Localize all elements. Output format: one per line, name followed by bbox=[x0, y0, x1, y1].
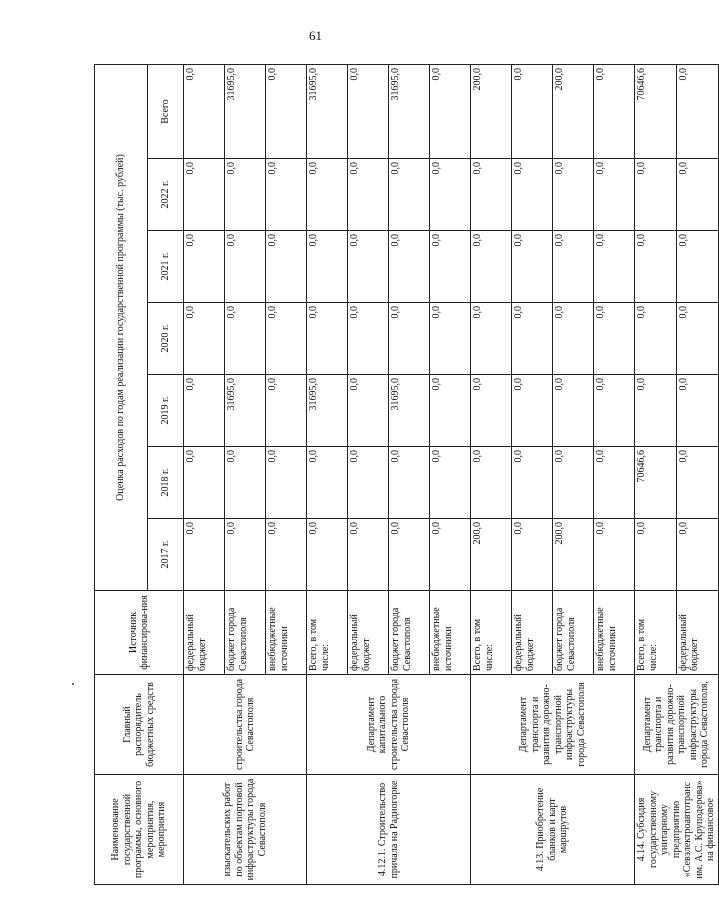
total-value: 0,0 bbox=[676, 64, 718, 158]
budget-administrator: Департамент капитального строительства города Севастополя bbox=[307, 675, 471, 775]
year-value: 0,0 bbox=[184, 159, 225, 231]
measure-name: 4.12.1. Строительство причала на Радиогорке bbox=[307, 775, 471, 885]
header-year: 2018 г. bbox=[148, 447, 184, 519]
year-value: 0,0 bbox=[676, 447, 718, 519]
year-value: 0,0 bbox=[225, 159, 266, 231]
year-value: 0,0 bbox=[225, 303, 266, 375]
total-value: 0,0 bbox=[430, 64, 471, 158]
header-year: 2017 г. bbox=[148, 519, 184, 591]
year-value: 0,0 bbox=[635, 519, 677, 591]
year-value: 0,0 bbox=[512, 375, 553, 447]
funding-source: федеральный бюджет bbox=[348, 591, 389, 675]
year-value: 0,0 bbox=[307, 519, 348, 591]
year-value: 0,0 bbox=[225, 519, 266, 591]
year-value: 0,0 bbox=[307, 159, 348, 231]
year-value: 0,0 bbox=[553, 231, 594, 303]
year-value: 0,0 bbox=[430, 303, 471, 375]
year-value: 0,0 bbox=[184, 231, 225, 303]
year-value: 200,0 bbox=[553, 519, 594, 591]
year-value: 0,0 bbox=[184, 303, 225, 375]
year-value: 0,0 bbox=[266, 159, 307, 231]
year-value: 0,0 bbox=[348, 231, 389, 303]
total-value: 70646,6 bbox=[635, 64, 677, 158]
year-value: 31695,0 bbox=[307, 375, 348, 447]
year-value: 0,0 bbox=[594, 519, 635, 591]
year-value: 0,0 bbox=[266, 303, 307, 375]
year-value: 0,0 bbox=[512, 159, 553, 231]
year-value: 0,0 bbox=[266, 231, 307, 303]
funding-source: федеральный бюджет bbox=[184, 591, 225, 675]
funding-source: внебюджетные источники bbox=[430, 591, 471, 675]
total-value: 200,0 bbox=[553, 64, 594, 158]
table-header bbox=[95, 64, 184, 884]
budget-administrator: строительства города Севастополя bbox=[184, 675, 307, 775]
year-value: 0,0 bbox=[389, 447, 430, 519]
funding-source: Всего, в том числе: bbox=[471, 591, 512, 675]
measure-name: изыскательских работ по объектам портовой инфраструктуры города Севастополя bbox=[184, 775, 307, 885]
funding-source: внебюджетные источники bbox=[594, 591, 635, 675]
funding-source: бюджет города Севастополя bbox=[225, 591, 266, 675]
year-value: 0,0 bbox=[471, 447, 512, 519]
funding-source: внебюджетные источники bbox=[266, 591, 307, 675]
measure-name: 4.13. Приобретение бланков и карт маршрутов bbox=[471, 775, 635, 885]
year-value: 0,0 bbox=[512, 447, 553, 519]
year-value: 0,0 bbox=[471, 159, 512, 231]
total-value: 0,0 bbox=[512, 64, 553, 158]
year-value: 0,0 bbox=[430, 447, 471, 519]
year-value: 0,0 bbox=[676, 159, 718, 231]
table-body bbox=[184, 64, 719, 884]
measure-name: 4.14. Субсидия государственному унитарному предприятию «Севэлектроавтотранс им. А.С. Круподерова» на финансовое bbox=[635, 775, 719, 885]
year-value: 0,0 bbox=[389, 231, 430, 303]
year-value: 0,0 bbox=[266, 375, 307, 447]
year-value: 0,0 bbox=[184, 447, 225, 519]
year-value: 0,0 bbox=[348, 375, 389, 447]
year-value: 0,0 bbox=[348, 519, 389, 591]
year-value: 0,0 bbox=[676, 231, 718, 303]
year-value: 0,0 bbox=[307, 303, 348, 375]
year-value: 0,0 bbox=[512, 231, 553, 303]
total-value: 31695,0 bbox=[307, 64, 348, 158]
page-number: 61 bbox=[309, 28, 322, 43]
header-year: 2021 г. bbox=[148, 231, 184, 303]
funding-source: Всего, в том числе: bbox=[635, 591, 677, 675]
budget-administrator: Департамент транспорта и развития дорожно-транспортной инфраструктуры города Севастополя, bbox=[635, 675, 719, 775]
year-value: 0,0 bbox=[184, 519, 225, 591]
header-estimate: Оценка расходов по годам реализации государственной программы (тыс. рублей) bbox=[95, 64, 148, 590]
year-value: 0,0 bbox=[594, 303, 635, 375]
year-value: 0,0 bbox=[635, 303, 677, 375]
funding-source: бюджет города Севастополя bbox=[389, 591, 430, 675]
year-value: 0,0 bbox=[471, 375, 512, 447]
header-year: 2022 г. bbox=[148, 159, 184, 231]
year-value: 0,0 bbox=[594, 159, 635, 231]
funding-source: бюджет города Севастополя bbox=[553, 591, 594, 675]
total-value: 0,0 bbox=[594, 64, 635, 158]
year-value: 0,0 bbox=[225, 447, 266, 519]
table-row bbox=[307, 64, 348, 884]
year-value: 0,0 bbox=[266, 519, 307, 591]
header-year: Всего bbox=[148, 64, 184, 158]
year-value: 0,0 bbox=[594, 231, 635, 303]
year-value: 0,0 bbox=[430, 159, 471, 231]
year-value: 70646,6 bbox=[635, 447, 677, 519]
year-value: 0,0 bbox=[430, 231, 471, 303]
year-value: 0,0 bbox=[471, 231, 512, 303]
funding-source: федеральный бюджет bbox=[676, 591, 718, 675]
year-value: 0,0 bbox=[307, 231, 348, 303]
year-value: 31695,0 bbox=[225, 375, 266, 447]
table-row bbox=[471, 64, 512, 884]
year-value: 0,0 bbox=[307, 447, 348, 519]
funding-source: федеральный бюджет bbox=[512, 591, 553, 675]
year-value: 0,0 bbox=[348, 303, 389, 375]
scan-speck bbox=[72, 683, 74, 685]
header-year: 2019 г. bbox=[148, 375, 184, 447]
rotated-table-container bbox=[94, 65, 716, 885]
header-admin: Главный распорядитель бюджетных средств bbox=[95, 675, 184, 775]
year-value: 0,0 bbox=[348, 159, 389, 231]
year-value: 0,0 bbox=[389, 159, 430, 231]
year-value: 0,0 bbox=[430, 375, 471, 447]
year-value: 0,0 bbox=[512, 303, 553, 375]
total-value: 0,0 bbox=[266, 64, 307, 158]
table-row bbox=[635, 64, 677, 884]
header-name: Наименование государственной программы, основного мероприятия, мероприятия bbox=[95, 775, 184, 885]
year-value: 0,0 bbox=[389, 303, 430, 375]
total-value: 0,0 bbox=[184, 64, 225, 158]
year-value: 0,0 bbox=[512, 519, 553, 591]
financing-table bbox=[94, 64, 719, 885]
year-value: 0,0 bbox=[348, 447, 389, 519]
total-value: 31695,0 bbox=[225, 64, 266, 158]
year-value: 0,0 bbox=[553, 447, 594, 519]
year-value: 0,0 bbox=[676, 375, 718, 447]
year-value: 0,0 bbox=[389, 519, 430, 591]
year-value: 0,0 bbox=[594, 447, 635, 519]
funding-source: Всего, в том числе: bbox=[307, 591, 348, 675]
year-value: 31695,0 bbox=[389, 375, 430, 447]
year-value: 0,0 bbox=[553, 303, 594, 375]
total-value: 31695,0 bbox=[389, 64, 430, 158]
year-value: 0,0 bbox=[184, 375, 225, 447]
total-value: 0,0 bbox=[348, 64, 389, 158]
header-source: Источник финансирова-ния bbox=[95, 591, 184, 675]
total-value: 200,0 bbox=[471, 64, 512, 158]
year-value: 0,0 bbox=[553, 159, 594, 231]
year-value: 0,0 bbox=[676, 303, 718, 375]
year-value: 0,0 bbox=[635, 375, 677, 447]
year-value: 0,0 bbox=[676, 519, 718, 591]
budget-administrator: Департамент транспорта и развития дорожно-транспортной инфраструктуры города Севастополя bbox=[471, 675, 635, 775]
year-value: 0,0 bbox=[635, 159, 677, 231]
year-value: 200,0 bbox=[471, 519, 512, 591]
year-value: 0,0 bbox=[635, 231, 677, 303]
year-value: 0,0 bbox=[266, 447, 307, 519]
header-year: 2020 г. bbox=[148, 303, 184, 375]
year-value: 0,0 bbox=[225, 231, 266, 303]
year-value: 0,0 bbox=[594, 375, 635, 447]
year-value: 0,0 bbox=[553, 375, 594, 447]
table-row bbox=[184, 64, 225, 884]
year-value: 0,0 bbox=[430, 519, 471, 591]
year-value: 0,0 bbox=[471, 303, 512, 375]
